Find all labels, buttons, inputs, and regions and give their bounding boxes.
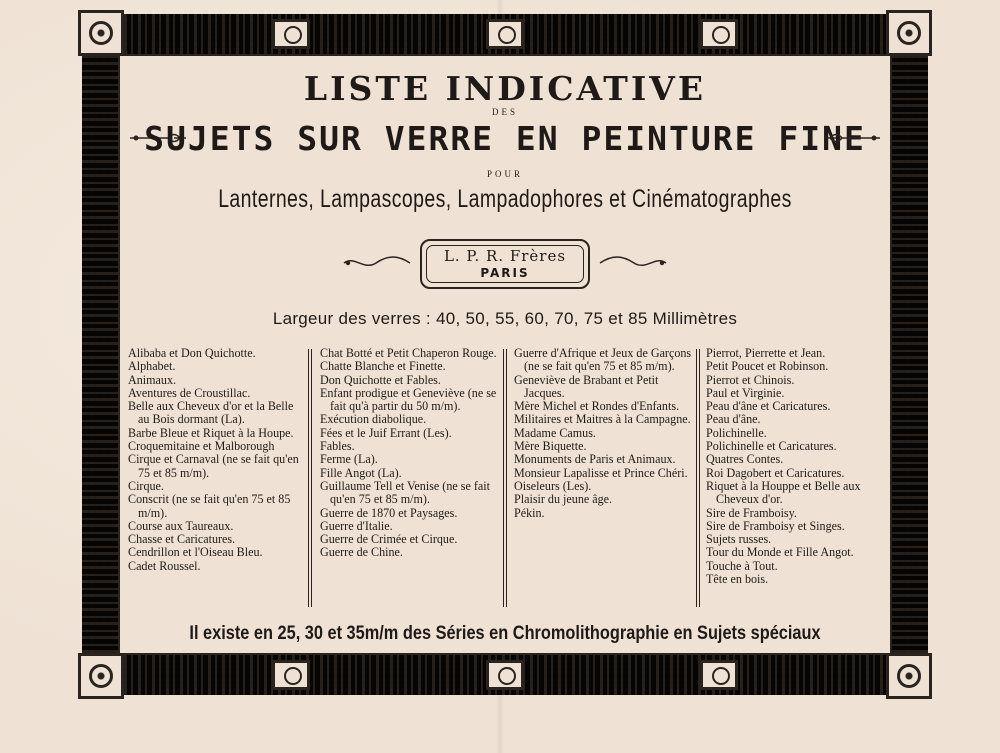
list-item: Barbe Bleue et Riquet à la Houpe.	[128, 425, 294, 440]
corner-rosette-icon	[78, 10, 124, 56]
list-item: Animaux.	[128, 372, 177, 387]
list-item: Enfant prodigue et Geneviève (ne se fait qu'à partir du 50 m/m).	[320, 385, 497, 414]
list-item: Militaires et Maitres à la Campagne.	[514, 412, 691, 427]
list-item: Course aux Taureaux.	[128, 518, 234, 533]
list-item: Mère Biquette.	[514, 439, 587, 454]
maker-name: L. P. R. Frères	[443, 247, 567, 265]
list-item: Guillaume Tell et Venise (ne se fait qu'en 75 et 85 m/m).	[320, 478, 490, 507]
medallion-icon	[486, 660, 524, 690]
small-connector-pour: POUR	[486, 169, 523, 179]
list-item: Monuments de Paris et Animaux.	[514, 452, 676, 467]
right-swirl-ornament-icon	[822, 129, 882, 147]
list-item: Sire de Framboisy et Singes.	[706, 518, 845, 533]
list-item: Plaisir du jeune âge.	[514, 492, 613, 507]
subjects-columns	[120, 347, 890, 609]
maker-city: PARIS	[480, 266, 530, 280]
list-item: Exécution diabolique.	[320, 412, 427, 427]
list-item: Fille Angot (La).	[320, 465, 402, 480]
column-divider	[503, 349, 507, 607]
list-item: Polichinelle et Caricatures.	[706, 439, 837, 454]
list-item: Oiseleurs (Les).	[514, 478, 592, 493]
list-item: Paul et Virginie.	[706, 385, 785, 400]
title-line-1: LISTE INDICATIVE	[303, 69, 707, 108]
list-item: Madame Camus.	[514, 425, 596, 440]
list-item: Cadet Roussel.	[128, 558, 201, 573]
frame-right-border	[892, 14, 928, 695]
left-flourish-icon	[342, 253, 412, 273]
list-item: Cirque.	[128, 478, 164, 493]
right-flourish-icon	[598, 253, 668, 273]
list-item: Polichinelle.	[706, 425, 767, 440]
column-divider	[308, 349, 312, 607]
title-line-2: SUJETS SUR VERRE EN PEINTURE FINE	[144, 119, 866, 158]
subjects-column-2	[320, 347, 498, 560]
document-content	[120, 55, 890, 655]
medallion-icon	[486, 19, 524, 49]
subjects-column-4	[706, 347, 884, 586]
list-item: Conscrit (ne se fait qu'en 75 et 85 m/m).	[128, 492, 291, 520]
list-item: Guerre de Crimée et Cirque.	[320, 532, 458, 547]
list-item: Quatres Contes.	[706, 452, 784, 467]
list-item: Peau d'âne et Caricatures.	[706, 399, 831, 414]
frame-left-border	[82, 14, 118, 695]
list-item: Sire de Framboisy.	[706, 505, 797, 520]
list-item: Ferme (La).	[320, 452, 378, 467]
list-item: Peau d'âne.	[706, 412, 761, 427]
list-item: Alphabet.	[128, 359, 176, 374]
list-item: Chat Botté et Petit Chaperon Rouge.	[320, 346, 497, 360]
list-item: Touche à Tout.	[706, 558, 778, 573]
maker-cartouche	[420, 239, 590, 289]
column-divider	[696, 349, 700, 607]
list-item: Roi Dagobert et Caricatures.	[706, 465, 845, 480]
corner-rosette-icon	[78, 653, 124, 699]
list-item: Monsieur Lapalisse et Prince Chéri.	[514, 465, 688, 480]
glass-widths-line: Largeur des verres : 40, 50, 55, 60, 70, 75 et 85 Millimètres	[272, 309, 738, 328]
list-item: Belle aux Cheveux d'or et la Belle au Bois dormant (La).	[128, 399, 294, 427]
list-item: Guerre d'Italie.	[320, 518, 393, 533]
list-item: Pierrot, Pierrette et Jean.	[706, 346, 826, 360]
list-item: Riquet à la Houppe et Belle aux Cheveux d'or.	[706, 478, 861, 507]
list-item: Fées et le Juif Errant (Les).	[320, 425, 452, 440]
list-item: Alibaba et Don Quichotte.	[128, 346, 256, 360]
small-connector-des: DES	[491, 107, 518, 117]
medallion-icon	[700, 19, 738, 49]
corner-rosette-icon	[886, 653, 932, 699]
list-item: Tête en bois.	[706, 572, 769, 587]
subjects-column-1	[128, 347, 306, 573]
list-item: Pierrot et Chinois.	[706, 372, 795, 387]
list-item: Guerre d'Afrique et Jeux de Garçons (ne se fait qu'en 75 et 85 m/m).	[514, 346, 692, 374]
list-item: Chatte Blanche et Finette.	[320, 359, 446, 374]
subjects-column-3	[514, 347, 692, 520]
list-item: Croquemitaine et Malborough	[128, 439, 275, 454]
list-item: Mère Michel et Rondes d'Enfants.	[514, 399, 680, 414]
medallion-icon	[700, 660, 738, 690]
list-item: Chasse et Caricatures.	[128, 532, 236, 547]
medallion-icon	[272, 660, 310, 690]
list-item: Guerre de 1870 et Paysages.	[320, 505, 458, 520]
medallion-icon	[272, 19, 310, 49]
list-item: Aventures de Croustillac.	[128, 385, 251, 400]
list-item: Petit Poucet et Robinson.	[706, 359, 829, 374]
list-item: Fables.	[320, 439, 355, 454]
footer-note: Il existe en 25, 30 et 35m/m des Séries en Chromolithographie en Sujets spéciaux	[189, 623, 821, 644]
list-item: Sujets russes.	[706, 532, 772, 547]
list-item: Guerre de Chine.	[320, 545, 403, 560]
list-item: Cirque et Carnaval (ne se fait qu'en 75 et 85 m/m).	[128, 452, 299, 480]
list-item: Pékin.	[514, 505, 545, 520]
list-item: Tour du Monde et Fille Angot.	[706, 545, 854, 560]
list-item: Geneviève de Brabant et Petit Jacques.	[514, 372, 659, 400]
list-item: Don Quichotte et Fables.	[320, 372, 441, 387]
subtitle-devices: Lanternes, Lampascopes, Lampadophores et Cinématographes	[218, 185, 792, 213]
list-item: Cendrillon et l'Oiseau Bleu.	[128, 545, 263, 560]
corner-rosette-icon	[886, 10, 932, 56]
